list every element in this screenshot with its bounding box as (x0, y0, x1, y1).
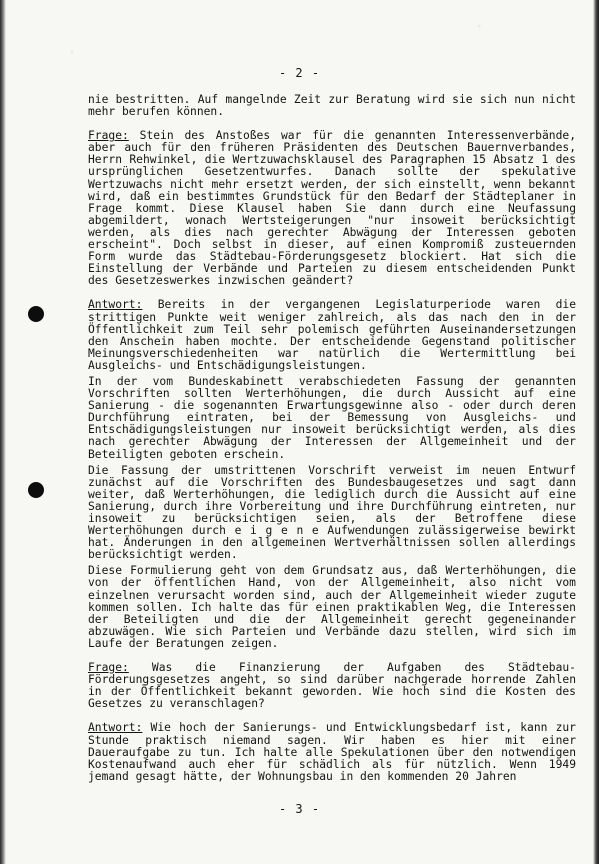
paragraph-answer-1-part-2 (88, 376, 576, 461)
paragraph-text: Was die Finanzierung der Aufgaben des Städtebau-Förderungsgesetzes angeht, so sind darüber nachgerade horrende Zahlen in der Öffentlichkeit bekannt geworden. Wie hoch sind die Kosten des Gesetzes zu veranschlagen? (88, 661, 576, 711)
paragraph-text: Die Fassung der umstrittenen Vorschrift verweist im neuen Entwurf zunächst auf die Vorschriften des Bundesbaugesetzes und sagt dann weiter, daß Werterhöhungen, die lediglich durch die Aussicht auf eine Sanierung, durch ihre Vorbereitung und ihre Durchführung eintreten, nur insoweit zu berücksichtigen seien, als der Betroffene diese Werterhöhungen durch e i g e n e Aufwendungen zulässigerweise bewirkt hat. Änderungen in den allgemeinen Wertverhältnissen sollen allerdings berücksichtigt werden. (88, 463, 576, 562)
paragraph-question-2 (88, 662, 576, 710)
paragraph-text: nie bestritten. Auf mangelnde Zeit zur Beratung wird sie sich nun nicht mehr berufen können. (88, 93, 576, 119)
paragraph-text: Wie hoch der Sanierungs- und Entwicklungsbedarf ist, kann zur Stunde praktisch niemand sagen. Wir haben es hier mit einer Daueraufgabe zu tun. Ich halte alle Spekulationen über den notwendigen Kostenaufwand auch eher für schädlich als für nützlich. Wenn 1949 jemand gesagt hätte, der Wohnungsbau in den kommenden 20 Jahren (88, 721, 576, 783)
answer-label: Antwort: (88, 298, 143, 312)
punch-hole-upper (28, 306, 44, 322)
document-body (88, 94, 576, 795)
question-label: Frage: (88, 129, 129, 143)
paragraph-answer-2 (88, 722, 576, 782)
page-number-top: - 2 - (278, 66, 321, 80)
scan-edge-left (0, 0, 6, 864)
paragraph-text: Stein des Anstoßes war für die genannten Interessenverbände, aber auch für den früheren Präsidenten des Deutschen Bauernverbandes, Herrn Rehwinkel, die Wertzuwachsklausel des Paragraphen 15 Absatz 1 des ursprünglichen Gesetzentwurfes. Danach sollte der spekulative Wertzuwachs nicht mehr ersetzt werden, der sich einstellt, wenn bekannt wird, daß ein bestimmtes Grundstück für den Bedarf der Städteplaner in Frage kommt. Diese Klausel haben Sie dann durch eine Neufassung abgemildert, wonach Wertsteigerungen "nur insoweit berücksichtigt werden, als dies nach gerechter Abwägung der Interessen geboten erscheint". Doch selbst in dieser, auf einen Kompromiß zusteuernden Form wurde das Städtebau-Förderungsgesetz blockiert. Hat sich die Einstellung der Verbände und Parteien zu diesem entscheidenden Punkt des Gesetzeswerkes inzwischen geändert? (88, 129, 576, 288)
paragraph-answer-1-part-4 (88, 565, 576, 650)
punch-hole-lower (28, 482, 44, 498)
paragraph-text: Diese Formulierung geht von dem Grundsatz aus, daß Werterhöhungen, die von der öffentlichen Hand, von der Allgemeinheit, also nicht vom einzelnen verursacht worden sind, auch der Allgemeinheit wieder zugute kommen sollen. Ich halte das für einen praktikablen Weg, die Interessen der Beteiligten und die der Allgemeinheit gerecht gegeneinander abzuwägen. Wie sich Parteien und Verbände dazu stellen, wird sich im Laufe der Beratungen zeigen. (88, 564, 576, 650)
question-label: Frage: (88, 661, 129, 675)
page-number-bottom: - 3 - (278, 802, 321, 816)
paragraph-answer-1-part-3 (88, 465, 576, 562)
paragraph-continuation (88, 94, 576, 118)
paragraph-question-1 (88, 130, 576, 287)
paragraph-answer-1 (88, 299, 576, 372)
paragraph-text: Bereits in der vergangenen Legislaturperiode waren die strittigen Punkte weit weniger zahlreich, als das nach den in der Öffentlichkeit zum Teil sehr polemisch geführten Auseinandersetzungen den Anschein haben mochte. Der entscheidende Gegenstand politischer Meinungsverschiedenheiten war natürlich die Wertermittlung bei Ausgleichs- und Entschädigungsleistungen. (88, 298, 576, 372)
paragraph-text: In der vom Bundeskabinett verabschiedeten Fassung der genannten Vorschriften sollten Werterhöhungen, die durch Aussicht auf eine Sanierung - die sogenannten Erwartungsgewinne also - oder durch deren Durchführung eintraten, bei der Bemessung von Ausgleichs- und Entschädigungsleistungen nur insoweit berücksichtigt werden, als dies nach gerechter Abwägung der Interessen der Allgemeinheit und der Beteiligten geboten erschein. (88, 374, 576, 461)
answer-label: Antwort: (88, 721, 143, 735)
scan-edge-right (593, 0, 599, 864)
